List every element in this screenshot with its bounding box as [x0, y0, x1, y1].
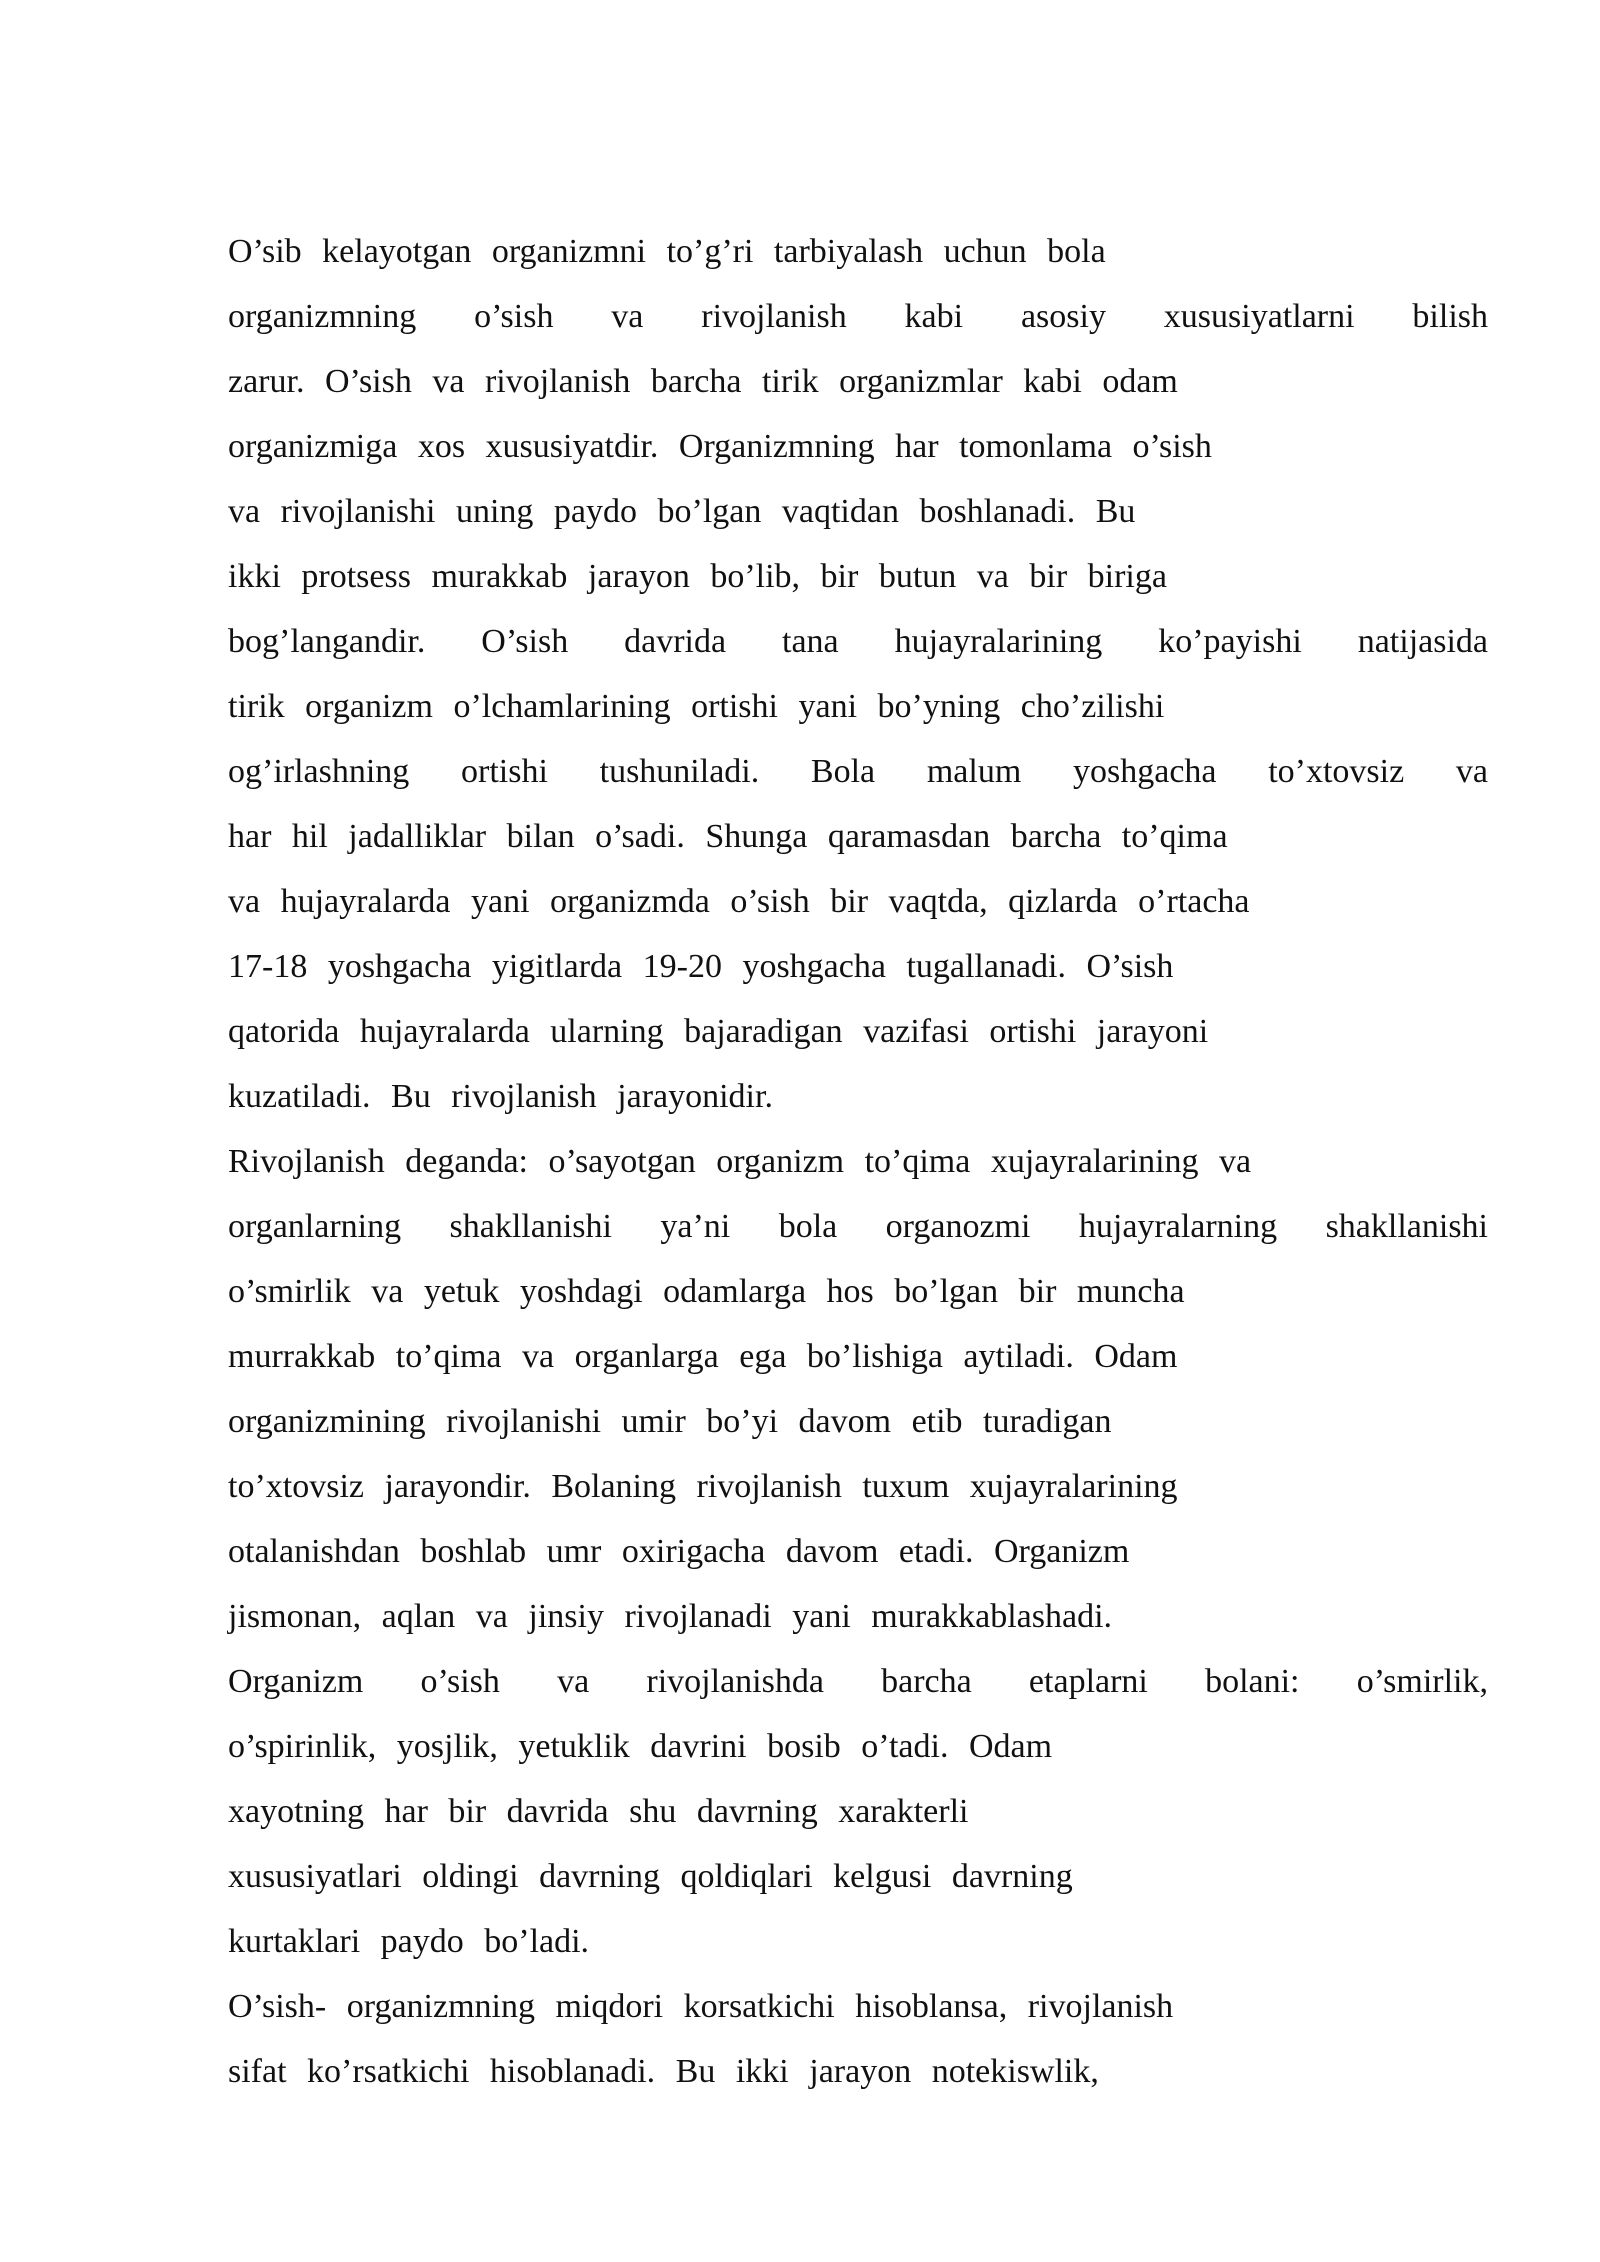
text-line: zarur. O’sish va rivojlanish barcha tirik organizmlar kabi odam: [228, 363, 1178, 400]
text-line: va hujayralarda yani organizmda o’sish bir vaqtda, qizlarda o’rtacha: [228, 883, 1250, 920]
body-text: [228, 224, 1488, 2109]
text-line: bog’langandir. O’sish davrida tana hujayralarining ko’payishi natijasida: [228, 623, 1488, 660]
text-line: sifat ko’rsatkichi hisoblanadi. Bu ikki jarayon notekiswlik,: [228, 2053, 1099, 2090]
text-line: organizmning o’sish va rivojlanish kabi asosiy xususiyatlarni bilish: [228, 298, 1488, 335]
text-line: tirik organizm o’lchamlarining ortishi yani bo’yning cho’zilishi: [228, 688, 1165, 725]
text-line: o’smirlik va yetuk yoshdagi odamlarga hos bo’lgan bir muncha: [228, 1273, 1185, 1310]
text-line: murrakkab to’qima va organlarga ega bo’lishiga aytiladi. Odam: [228, 1338, 1178, 1375]
text-line: O’sish- organizmning miqdori korsatkichi hisoblansa, rivojlanish: [228, 1988, 1174, 2025]
text-line: to’xtovsiz jarayondir. Bolaning rivojlanish tuxum xujayralarining: [228, 1468, 1178, 1505]
text-line: jismonan, aqlan va jinsiy rivojlanadi yani murakkablashadi.: [228, 1598, 1113, 1635]
text-line: xususiyatlari oldingi davrning qoldiqlari kelgusi davrning: [228, 1858, 1073, 1895]
text-line: Organizm o’sish va rivojlanishda barcha etaplarni bolani: o’smirlik,: [228, 1663, 1488, 1700]
text-line: xayotning har bir davrida shu davrning xarakterli: [228, 1793, 969, 1830]
text-line: har hil jadalliklar bilan o’sadi. Shunga qaramasdan barcha to’qima: [228, 818, 1228, 855]
text-line: kurtaklari paydo bo’ladi.: [228, 1923, 590, 1960]
text-line: O’sib kelayotgan organizmni to’g’ri tarbiyalash uchun bola: [228, 233, 1106, 270]
text-line: o’spirinlik, yosjlik, yetuklik davrini bosib o’tadi. Odam: [228, 1728, 1053, 1765]
text-line: organizmining rivojlanishi umir bo’yi davom etib turadigan: [228, 1403, 1112, 1440]
text-line: kuzatiladi. Bu rivojlanish jarayonidir.: [228, 1078, 773, 1115]
text-line: otalanishdan boshlab umr oxirigacha davom etadi. Organizm: [228, 1533, 1130, 1570]
text-line: 17-18 yoshgacha yigitlarda 19-20 yoshgacha tugallanadi. O’sish: [228, 948, 1174, 985]
text-line: va rivojlanishi uning paydo bo’lgan vaqtidan boshlanadi. Bu: [228, 493, 1136, 530]
text-line: ikki protsess murakkab jarayon bo’lib, bir butun va bir biriga: [228, 558, 1167, 595]
text-line: Rivojlanish deganda: o’sayotgan organizm to’qima xujayralarining va: [228, 1143, 1252, 1180]
text-line: organizmiga xos xususiyatdir. Organizmning har tomonlama o’sish: [228, 428, 1212, 465]
text-line: organlarning shakllanishi ya’ni bola organozmi hujayralarning shakllanishi: [228, 1208, 1488, 1245]
text-line: og’irlashning ortishi tushuniladi. Bola malum yoshgacha to’xtovsiz va: [228, 753, 1488, 790]
text-line: qatorida hujayralarda ularning bajaradigan vazifasi ortishi jarayoni: [228, 1013, 1209, 1050]
